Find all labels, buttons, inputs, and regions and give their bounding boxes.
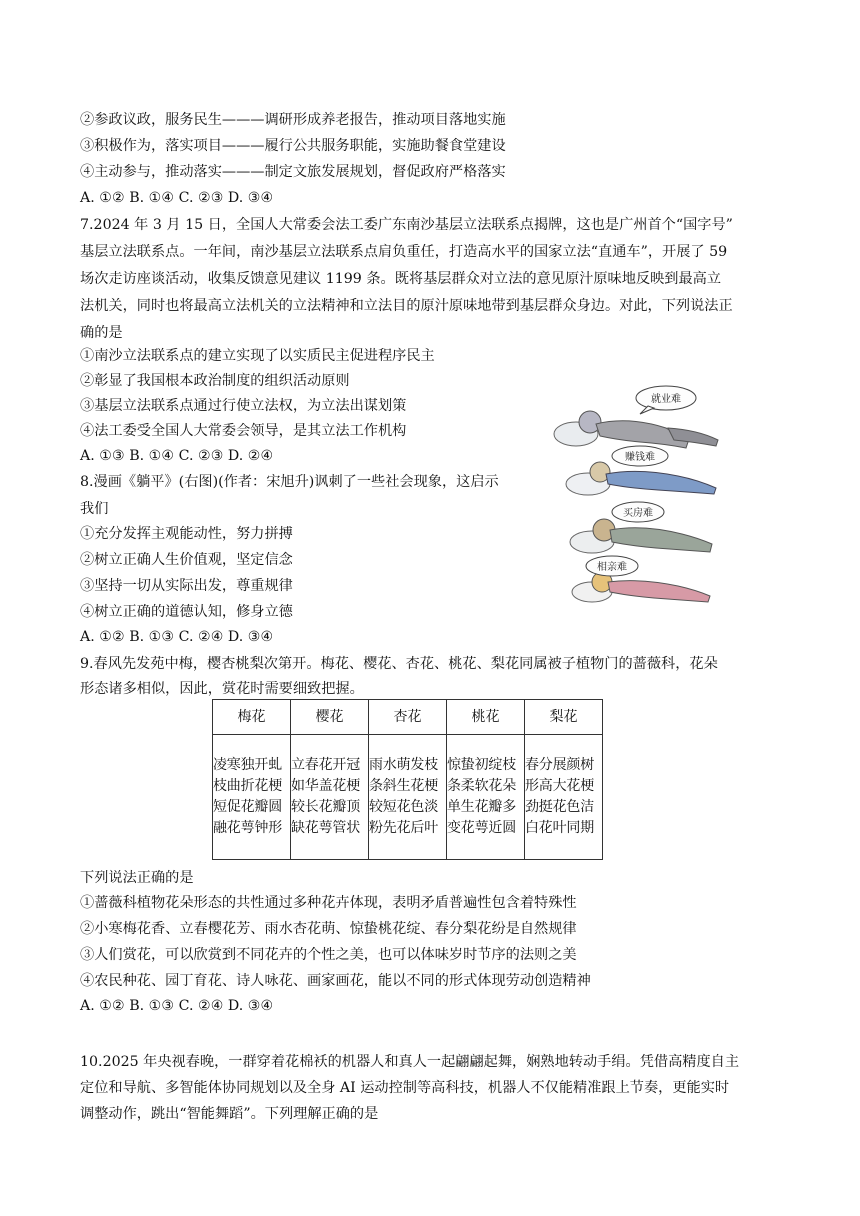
question-7-stem: 法机关，同时也将最高立法机关的立法精神和立法目的原汁原味地带到基层群众身边。对此，下列说法正 <box>80 298 733 314</box>
option-line-3: ③积极作为，落实项目———履行公共服务职能，实施助餐食堂建设 <box>80 138 506 154</box>
question-8-option-3: ③坚持一切从实际出发，尊重规律 <box>80 578 293 594</box>
question-8-option-2: ②树立正确人生价值观，坚定信念 <box>80 552 293 568</box>
question-9-option-1: ①蔷薇科植物花朵形态的共性通过多种花卉体现，表明矛盾普遍性包含着特殊性 <box>80 895 577 911</box>
table-cell <box>525 735 603 860</box>
lying-figure-1 <box>554 411 718 448</box>
table-header-cell: 桃花 <box>447 700 525 735</box>
option-line-2: ②参政议政，服务民生———调研形成养老报告，推动项目落地实施 <box>80 112 506 128</box>
flower-comparison-table <box>212 699 603 860</box>
bubble-text-4: 相亲难 <box>597 562 627 573</box>
table-header-cell: 樱花 <box>291 700 369 735</box>
table-header-row <box>213 700 603 735</box>
lying-figure-3 <box>570 519 712 553</box>
option-line-4: ④主动参与，推动落实———制定文旅发展规划，督促政府严格落实 <box>80 164 506 180</box>
speech-bubble-4 <box>586 556 638 576</box>
table-cell-text: 雨水萌发枝 条斜生花梗 较短花色淡 粉先花后叶 <box>369 757 438 836</box>
lying-figure-2 <box>566 462 716 495</box>
table-cell <box>447 735 525 860</box>
lying-flat-cartoon <box>548 384 770 612</box>
question-9-option-2: ②小寒梅花香、立春樱花芳、雨水杏花萌、惊蛰桃花绽、春分梨花纷是自然规律 <box>80 921 577 937</box>
table-cell <box>213 735 291 860</box>
table-cell <box>291 735 369 860</box>
question-10-stem: 10.2025 年央视春晚，一群穿着花棉袄的机器人和真人一起翩翩起舞，娴熟地转动手绢。凭借高精度自主 <box>80 1054 740 1070</box>
question-9-prompt: 下列说法正确的是 <box>80 870 194 886</box>
question-9-stem: 形态诸多相似，因此，赏花时需要细致把握。 <box>80 681 364 697</box>
table-header-cell: 梅花 <box>213 700 291 735</box>
question-10-stem: 定位和导航、多智能体协同规划以及全身 AI 运动控制等高科技，机器人不仅能精准跟上节奏，更能实时 <box>80 1080 730 1096</box>
answer-choices-q7: A. ①③ B. ①④ C. ②③ D. ②④ <box>80 448 274 464</box>
question-7-stem: 场次走访座谈活动，收集反馈意见建议 1199 条。既将基层群众对立法的意见原汁原味地反映到最高立 <box>80 271 722 287</box>
speech-bubble-1 <box>636 386 696 414</box>
question-9-option-4: ④农民种花、园丁育花、诗人咏花、画家画花，能以不同的形式体现劳动创造精神 <box>80 973 591 989</box>
speech-bubble-3 <box>612 502 664 522</box>
question-9-stem: 9.春风先发苑中梅，樱杏桃梨次第开。梅花、樱花、杏花、桃花、梨花同属被子植物门的蔷薇科，花朵 <box>80 656 718 672</box>
table-header-cell: 杏花 <box>369 700 447 735</box>
question-8-stem: 我们 <box>80 501 109 517</box>
question-10-stem: 调整动作，跳出“智能舞蹈”。下列理解正确的是 <box>80 1106 379 1122</box>
table-cell-text: 春分展颜树 形高大花梗 劲挺花色洁 白花叶同期 <box>525 757 594 836</box>
table-row <box>213 735 603 860</box>
question-7-option-2: ②彰显了我国根本政治制度的组织活动原则 <box>80 373 350 389</box>
table-cell-text: 立春花开冠 如华盖花梗 较长花瓣顶 缺花萼管状 <box>291 757 360 836</box>
question-7-option-4: ④法工委受全国人大常委会领导，是其立法工作机构 <box>80 423 407 439</box>
lying-figure-4 <box>572 572 710 602</box>
question-8-option-1: ①充分发挥主观能动性，努力拼搏 <box>80 526 293 542</box>
bubble-text-2: 赚钱难 <box>625 452 655 463</box>
question-7-stem: 确的是 <box>80 325 123 341</box>
speech-bubble-2 <box>612 446 668 466</box>
answer-choices-q8: A. ①② B. ①③ C. ②④ D. ③④ <box>80 629 274 645</box>
table-cell-text: 惊蛰初绽枝 条柔软花朵 单生花瓣多 变花萼近圆 <box>447 757 516 836</box>
question-7-stem: 7.2024 年 3 月 15 日，全国人大常委会法工委广东南沙基层立法联系点揭牌，这也是广州首个“国字号” <box>80 217 733 233</box>
question-7-option-1: ①南沙立法联系点的建立实现了以实质民主促进程序民主 <box>80 348 435 364</box>
bubble-text-3: 买房难 <box>623 508 653 519</box>
table-header-cell: 梨花 <box>525 700 603 735</box>
question-8-option-4: ④树立正确的道德认知，修身立德 <box>80 604 293 620</box>
table-cell <box>369 735 447 860</box>
question-7-stem: 基层立法联系点。一年间，南沙基层立法联系点肩负重任，打造高水平的国家立法“直通车”，开展了 59 <box>80 244 728 260</box>
question-9-option-3: ③人们赏花，可以欣赏到不同花卉的个性之美，也可以体味岁时节序的法则之美 <box>80 947 577 963</box>
answer-choices-q9: A. ①② B. ①③ C. ②④ D. ③④ <box>80 998 274 1014</box>
question-7-option-3: ③基层立法联系点通过行使立法权，为立法出谋划策 <box>80 398 407 414</box>
answer-choices-q6: A. ①② B. ①④ C. ②③ D. ③④ <box>80 190 274 206</box>
table-cell-text: 凌寒独开虬 枝曲折花梗 短促花瓣圆 融花萼钟形 <box>213 757 282 836</box>
question-8-stem: 8.漫画《躺平》(右图)(作者：宋旭升)讽刺了一些社会现象，这启示 <box>80 474 499 490</box>
bubble-text-1: 就业难 <box>651 394 681 405</box>
